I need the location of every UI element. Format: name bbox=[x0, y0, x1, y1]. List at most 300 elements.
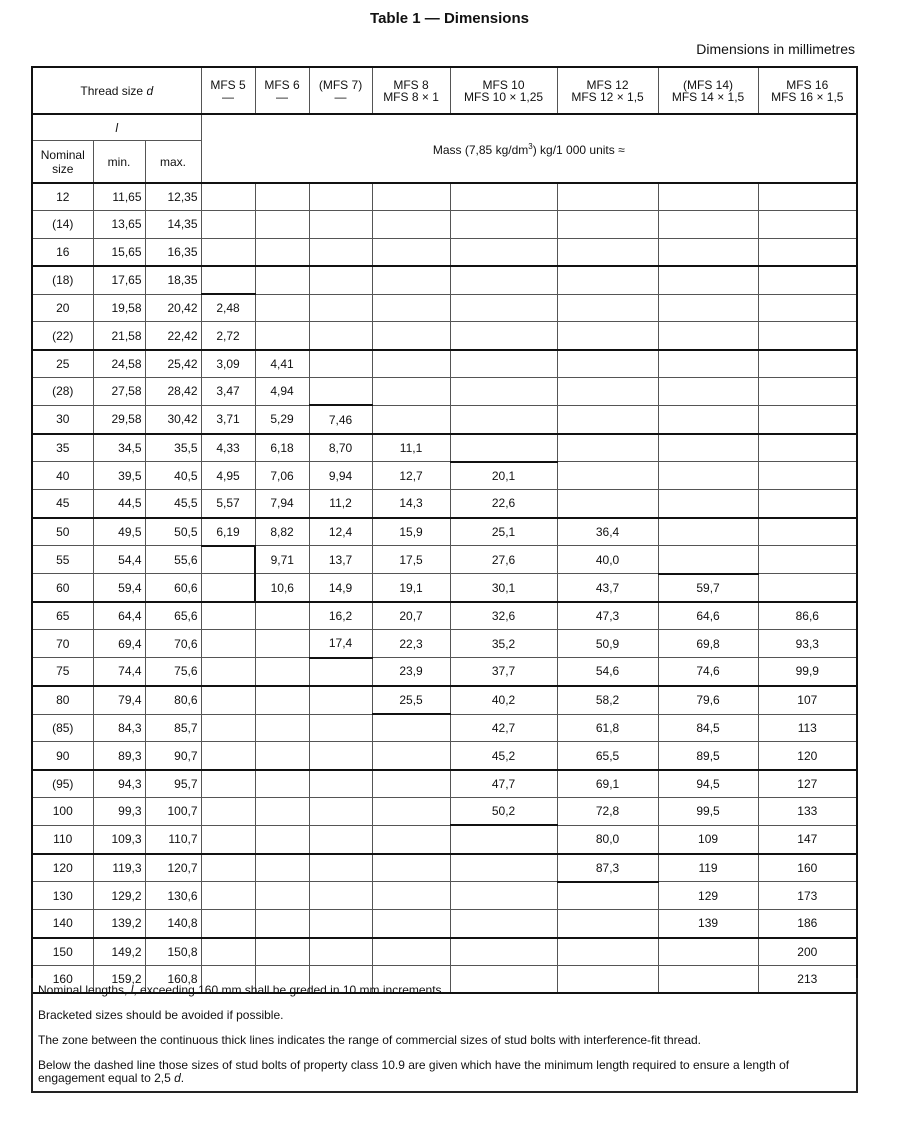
mass-cell bbox=[201, 742, 255, 770]
min-length-cell: 24,58 bbox=[93, 350, 145, 378]
column-header-mfs10: MFS 10 MFS 10 × 1,25 bbox=[450, 67, 557, 114]
table-row bbox=[32, 882, 857, 910]
mass-cell bbox=[309, 211, 372, 238]
nominal-size-cell: 20 bbox=[32, 294, 93, 322]
mass-cell: 74,6 bbox=[658, 658, 758, 686]
table-row bbox=[32, 322, 857, 350]
mass-cell bbox=[758, 294, 857, 322]
mass-cell bbox=[255, 854, 309, 882]
mass-cell: 30,1 bbox=[450, 574, 557, 602]
nominal-size-cell: 100 bbox=[32, 798, 93, 826]
mass-cell bbox=[309, 322, 372, 350]
mass-cell: 25,1 bbox=[450, 518, 557, 546]
mass-cell bbox=[201, 825, 255, 853]
column-header-mfs6: MFS 6 — bbox=[255, 67, 309, 114]
nominal-size-cell: 120 bbox=[32, 854, 93, 882]
table-row bbox=[32, 742, 857, 770]
min-length-cell: 59,4 bbox=[93, 574, 145, 602]
mass-cell: 58,2 bbox=[557, 686, 658, 714]
min-length-cell: 21,58 bbox=[93, 322, 145, 350]
mass-cell: 99,5 bbox=[658, 798, 758, 826]
nominal-size-cell: 90 bbox=[32, 742, 93, 770]
mass-cell: 84,5 bbox=[658, 714, 758, 742]
max-length-cell: 22,42 bbox=[145, 322, 201, 350]
max-length-cell: 20,42 bbox=[145, 294, 201, 322]
table-row bbox=[32, 686, 857, 714]
mass-cell bbox=[450, 938, 557, 966]
mass-cell bbox=[658, 211, 758, 238]
min-length-cell: 64,4 bbox=[93, 602, 145, 630]
min-length-cell: 27,58 bbox=[93, 378, 145, 406]
mass-cell bbox=[309, 938, 372, 966]
mass-cell: 93,3 bbox=[758, 630, 857, 658]
mass-cell bbox=[255, 742, 309, 770]
nominal-size-cell: 160 bbox=[32, 965, 93, 993]
mass-cell bbox=[372, 882, 450, 910]
min-length-cell: 149,2 bbox=[93, 938, 145, 966]
mass-cell bbox=[372, 714, 450, 742]
mass-cell: 11,2 bbox=[309, 490, 372, 518]
nominal-size-header: Nominal size bbox=[32, 141, 93, 184]
nominal-size-cell: 16 bbox=[32, 238, 93, 266]
mass-cell bbox=[557, 211, 658, 238]
mass-cell bbox=[255, 798, 309, 826]
mass-cell bbox=[658, 490, 758, 518]
mass-cell bbox=[372, 910, 450, 938]
mass-cell bbox=[255, 238, 309, 266]
nominal-size-cell: (95) bbox=[32, 770, 93, 798]
column-header-mfs12: MFS 12 MFS 12 × 1,5 bbox=[557, 67, 658, 114]
mass-header bbox=[201, 114, 857, 183]
mass-cell bbox=[450, 211, 557, 238]
mass-cell: 12,7 bbox=[372, 462, 450, 490]
mass-cell: 50,9 bbox=[557, 630, 658, 658]
table-row bbox=[32, 798, 857, 826]
mass-cell bbox=[255, 882, 309, 910]
table-row bbox=[32, 294, 857, 322]
min-length-cell: 129,2 bbox=[93, 882, 145, 910]
mass-cell: 32,6 bbox=[450, 602, 557, 630]
mass-cell: 25,5 bbox=[372, 686, 450, 714]
max-length-cell: 90,7 bbox=[145, 742, 201, 770]
mass-cell bbox=[450, 434, 557, 462]
mass-cell: 3,71 bbox=[201, 405, 255, 433]
mass-cell bbox=[450, 294, 557, 322]
min-length-cell: 99,3 bbox=[93, 798, 145, 826]
mass-cell bbox=[758, 350, 857, 378]
mass-cell bbox=[658, 238, 758, 266]
max-length-cell: 25,42 bbox=[145, 350, 201, 378]
mass-cell: 16,2 bbox=[309, 602, 372, 630]
footnote-dashed-line: Below the dashed line those sizes of stud bolts of property class 10.9 are given which have the minimum length required to ensure a length of engagement equal to 2,5 d. bbox=[38, 1058, 790, 1085]
thread-size-symbol: d bbox=[146, 83, 154, 98]
mass-cell bbox=[255, 266, 309, 294]
header-row bbox=[32, 67, 857, 114]
min-length-cell: 15,65 bbox=[93, 238, 145, 266]
max-length-cell: 110,7 bbox=[145, 825, 201, 853]
mass-cell bbox=[372, 350, 450, 378]
table-row bbox=[32, 183, 857, 211]
mass-cell: 80,0 bbox=[557, 825, 658, 853]
mass-cell: 17,5 bbox=[372, 546, 450, 574]
min-length-cell: 69,4 bbox=[93, 630, 145, 658]
table-row bbox=[32, 462, 857, 490]
max-length-cell: 85,7 bbox=[145, 714, 201, 742]
mass-cell bbox=[309, 714, 372, 742]
nominal-size-cell: 30 bbox=[32, 405, 93, 433]
max-length-cell: 65,6 bbox=[145, 602, 201, 630]
mass-cell: 8,70 bbox=[309, 434, 372, 462]
nominal-size-cell: 35 bbox=[32, 434, 93, 462]
min-length-cell: 44,5 bbox=[93, 490, 145, 518]
mass-cell: 109 bbox=[658, 825, 758, 853]
mass-cell: 99,9 bbox=[758, 658, 857, 686]
mass-cell: 11,1 bbox=[372, 434, 450, 462]
mass-cell: 47,3 bbox=[557, 602, 658, 630]
min-length-cell: 94,3 bbox=[93, 770, 145, 798]
nominal-size-cell: 40 bbox=[32, 462, 93, 490]
mass-cell: 3,47 bbox=[201, 378, 255, 406]
mass-cell bbox=[309, 294, 372, 322]
mass-cell bbox=[758, 574, 857, 602]
mass-cell bbox=[758, 490, 857, 518]
mass-cell: 45,2 bbox=[450, 742, 557, 770]
table-row bbox=[32, 405, 857, 433]
mass-cell bbox=[450, 266, 557, 294]
mass-cell bbox=[557, 183, 658, 211]
mass-cell bbox=[372, 238, 450, 266]
column-header-mfs14: (MFS 14) MFS 14 × 1,5 bbox=[658, 67, 758, 114]
mass-cell bbox=[450, 854, 557, 882]
mass-cell: 5,57 bbox=[201, 490, 255, 518]
nominal-size-cell: 150 bbox=[32, 938, 93, 966]
max-length-cell: 50,5 bbox=[145, 518, 201, 546]
mass-cell bbox=[201, 938, 255, 966]
mass-cell bbox=[557, 294, 658, 322]
nominal-size-cell: (14) bbox=[32, 211, 93, 238]
mass-cell bbox=[557, 938, 658, 966]
mass-cell bbox=[255, 630, 309, 658]
thread-size-label: Thread size bbox=[80, 83, 144, 98]
table-row bbox=[32, 770, 857, 798]
table-row bbox=[32, 602, 857, 630]
mass-cell: 94,5 bbox=[658, 770, 758, 798]
max-length-cell: 12,35 bbox=[145, 183, 201, 211]
mass-cell bbox=[450, 910, 557, 938]
mass-cell bbox=[201, 574, 255, 602]
mass-cell: 173 bbox=[758, 882, 857, 910]
min-length-cell: 13,65 bbox=[93, 211, 145, 238]
nominal-size-cell: 80 bbox=[32, 686, 93, 714]
mass-cell: 107 bbox=[758, 686, 857, 714]
mass-cell: 19,1 bbox=[372, 574, 450, 602]
mass-cell: 37,7 bbox=[450, 658, 557, 686]
table-row bbox=[32, 434, 857, 462]
table-footnotes bbox=[31, 978, 858, 1093]
max-length-cell: 16,35 bbox=[145, 238, 201, 266]
nominal-size-cell: 60 bbox=[32, 574, 93, 602]
min-length-cell: 79,4 bbox=[93, 686, 145, 714]
min-length-cell: 11,65 bbox=[93, 183, 145, 211]
mass-cell bbox=[255, 183, 309, 211]
mass-cell bbox=[255, 938, 309, 966]
mass-cell: 43,7 bbox=[557, 574, 658, 602]
mass-cell bbox=[372, 825, 450, 853]
dimensions-table bbox=[31, 66, 858, 994]
min-length-cell: 49,5 bbox=[93, 518, 145, 546]
max-length-cell: 100,7 bbox=[145, 798, 201, 826]
mass-cell bbox=[372, 798, 450, 826]
mass-cell: 4,95 bbox=[201, 462, 255, 490]
mass-cell: 10,6 bbox=[255, 574, 309, 602]
mass-cell bbox=[255, 658, 309, 686]
mass-cell bbox=[658, 294, 758, 322]
mass-cell: 186 bbox=[758, 910, 857, 938]
mass-cell: 2,48 bbox=[201, 294, 255, 322]
min-length-cell: 34,5 bbox=[93, 434, 145, 462]
mass-cell bbox=[255, 322, 309, 350]
mass-cell: 5,29 bbox=[255, 405, 309, 433]
max-length-cell: 70,6 bbox=[145, 630, 201, 658]
max-length-cell: 30,42 bbox=[145, 405, 201, 433]
mass-cell bbox=[201, 546, 255, 574]
mass-cell: 14,3 bbox=[372, 490, 450, 518]
mass-cell bbox=[758, 183, 857, 211]
mass-cell bbox=[201, 714, 255, 742]
table-row bbox=[32, 490, 857, 518]
mass-cell bbox=[658, 546, 758, 574]
mass-cell bbox=[758, 518, 857, 546]
mass-cell: 133 bbox=[758, 798, 857, 826]
mass-cell: 4,94 bbox=[255, 378, 309, 406]
mass-cell: 61,8 bbox=[557, 714, 658, 742]
mass-cell bbox=[450, 238, 557, 266]
footnote-bracketed-sizes: Bracketed sizes should be avoided if possible. bbox=[38, 1008, 284, 1022]
mass-cell bbox=[658, 938, 758, 966]
thread-size-header bbox=[32, 67, 201, 114]
mass-cell bbox=[201, 686, 255, 714]
mass-cell bbox=[309, 798, 372, 826]
mass-cell: 54,6 bbox=[557, 658, 658, 686]
mass-cell: 59,7 bbox=[658, 574, 758, 602]
nominal-size-cell: (28) bbox=[32, 378, 93, 406]
mass-cell: 50,2 bbox=[450, 798, 557, 826]
mass-cell: 8,82 bbox=[255, 518, 309, 546]
mass-cell: 213 bbox=[758, 965, 857, 993]
mass-cell: 12,4 bbox=[309, 518, 372, 546]
mass-cell bbox=[255, 825, 309, 853]
min-length-cell: 119,3 bbox=[93, 854, 145, 882]
length-header-row bbox=[32, 114, 857, 141]
min-length-cell: 54,4 bbox=[93, 546, 145, 574]
mass-cell bbox=[255, 602, 309, 630]
mass-cell: 13,7 bbox=[309, 546, 372, 574]
table-row bbox=[32, 574, 857, 602]
nominal-size-cell: 65 bbox=[32, 602, 93, 630]
min-length-cell: 109,3 bbox=[93, 825, 145, 853]
table-row bbox=[32, 714, 857, 742]
mass-cell bbox=[658, 405, 758, 433]
mass-cell bbox=[658, 266, 758, 294]
mass-cell bbox=[372, 294, 450, 322]
max-length-cell: 120,7 bbox=[145, 854, 201, 882]
mass-cell: 27,6 bbox=[450, 546, 557, 574]
mass-cell: 139 bbox=[658, 910, 758, 938]
mass-cell bbox=[309, 742, 372, 770]
mass-cell: 15,9 bbox=[372, 518, 450, 546]
mass-cell: 160 bbox=[758, 854, 857, 882]
mass-cell: 4,33 bbox=[201, 434, 255, 462]
nominal-size-cell: 55 bbox=[32, 546, 93, 574]
max-header: max. bbox=[145, 141, 201, 184]
nominal-size-cell: 70 bbox=[32, 630, 93, 658]
table-row bbox=[32, 546, 857, 574]
mass-cell bbox=[450, 322, 557, 350]
mass-cell bbox=[758, 546, 857, 574]
table-row bbox=[32, 910, 857, 938]
table-row bbox=[32, 266, 857, 294]
nominal-size-cell: (85) bbox=[32, 714, 93, 742]
mass-cell bbox=[309, 183, 372, 211]
nominal-size-cell: 50 bbox=[32, 518, 93, 546]
mass-cell bbox=[557, 434, 658, 462]
mass-cell: 87,3 bbox=[557, 854, 658, 882]
mass-cell bbox=[309, 854, 372, 882]
mass-cell bbox=[372, 742, 450, 770]
mass-cell: 7,06 bbox=[255, 462, 309, 490]
mass-cell: 147 bbox=[758, 825, 857, 853]
table-title: Table 1 — Dimensions bbox=[370, 10, 529, 27]
mass-cell bbox=[557, 462, 658, 490]
mass-cell bbox=[309, 658, 372, 686]
max-length-cell: 14,35 bbox=[145, 211, 201, 238]
mass-cell bbox=[758, 211, 857, 238]
mass-cell: 9,94 bbox=[309, 462, 372, 490]
mass-cell: 42,7 bbox=[450, 714, 557, 742]
mass-cell bbox=[372, 378, 450, 406]
mass-cell bbox=[758, 434, 857, 462]
mass-cell: 69,1 bbox=[557, 770, 658, 798]
min-length-cell: 39,5 bbox=[93, 462, 145, 490]
mass-cell: 4,41 bbox=[255, 350, 309, 378]
mass-cell bbox=[255, 770, 309, 798]
mass-cell bbox=[450, 825, 557, 853]
max-length-cell: 35,5 bbox=[145, 434, 201, 462]
mass-cell bbox=[372, 405, 450, 433]
mass-cell: 119 bbox=[658, 854, 758, 882]
min-length-cell: 89,3 bbox=[93, 742, 145, 770]
mass-cell bbox=[201, 238, 255, 266]
mass-cell: 17,4 bbox=[309, 630, 372, 658]
mass-cell: 65,5 bbox=[557, 742, 658, 770]
max-length-cell: 28,42 bbox=[145, 378, 201, 406]
mass-cell bbox=[201, 882, 255, 910]
mass-cell bbox=[758, 238, 857, 266]
mass-cell: 22,6 bbox=[450, 490, 557, 518]
max-length-cell: 75,6 bbox=[145, 658, 201, 686]
mass-cell bbox=[450, 183, 557, 211]
mass-cell: 3,09 bbox=[201, 350, 255, 378]
mass-cell bbox=[758, 322, 857, 350]
min-length-cell: 84,3 bbox=[93, 714, 145, 742]
min-length-cell: 29,58 bbox=[93, 405, 145, 433]
mass-cell bbox=[201, 266, 255, 294]
mass-cell bbox=[372, 183, 450, 211]
mass-cell bbox=[450, 350, 557, 378]
mass-cell: 47,7 bbox=[450, 770, 557, 798]
mass-cell: 20,7 bbox=[372, 602, 450, 630]
max-length-cell: 40,5 bbox=[145, 462, 201, 490]
table-row bbox=[32, 518, 857, 546]
mass-cell: 120 bbox=[758, 742, 857, 770]
max-length-cell: 140,8 bbox=[145, 910, 201, 938]
mass-cell: 7,94 bbox=[255, 490, 309, 518]
min-length-cell: 17,65 bbox=[93, 266, 145, 294]
mass-cell bbox=[201, 854, 255, 882]
min-length-cell: 19,58 bbox=[93, 294, 145, 322]
mass-cell bbox=[372, 854, 450, 882]
mass-cell bbox=[255, 211, 309, 238]
mass-cell: 113 bbox=[758, 714, 857, 742]
mass-cell: 40,2 bbox=[450, 686, 557, 714]
mass-cell bbox=[201, 910, 255, 938]
mass-cell bbox=[372, 938, 450, 966]
mass-cell: 36,4 bbox=[557, 518, 658, 546]
mass-cell: 14,9 bbox=[309, 574, 372, 602]
mass-cell bbox=[658, 434, 758, 462]
mass-cell bbox=[557, 266, 658, 294]
mass-cell bbox=[201, 798, 255, 826]
footnote-nominal-lengths: Nominal lengths, l, exceeding 160 mm shall be greded in 10 mm increments. bbox=[38, 983, 445, 997]
mass-cell: 127 bbox=[758, 770, 857, 798]
column-header-mfs5: MFS 5 — bbox=[201, 67, 255, 114]
mass-cell bbox=[309, 238, 372, 266]
max-length-cell: 45,5 bbox=[145, 490, 201, 518]
mass-cell: 64,6 bbox=[658, 602, 758, 630]
column-header-mfs16: MFS 16 MFS 16 × 1,5 bbox=[758, 67, 857, 114]
nominal-size-cell: 110 bbox=[32, 825, 93, 853]
max-length-cell: 18,35 bbox=[145, 266, 201, 294]
mass-cell bbox=[201, 602, 255, 630]
max-length-cell: 60,6 bbox=[145, 574, 201, 602]
mass-cell: 20,1 bbox=[450, 462, 557, 490]
mass-cell bbox=[557, 910, 658, 938]
nominal-size-cell: 130 bbox=[32, 882, 93, 910]
column-header-mfs8: MFS 8 MFS 8 × 1 bbox=[372, 67, 450, 114]
mass-cell bbox=[658, 518, 758, 546]
mass-cell: 22,3 bbox=[372, 630, 450, 658]
table-row bbox=[32, 938, 857, 966]
mass-cell bbox=[658, 350, 758, 378]
mass-cell: 79,6 bbox=[658, 686, 758, 714]
table-row bbox=[32, 378, 857, 406]
max-length-cell: 150,8 bbox=[145, 938, 201, 966]
mass-cell: 69,8 bbox=[658, 630, 758, 658]
mass-cell bbox=[255, 686, 309, 714]
mass-cell bbox=[372, 770, 450, 798]
mass-cell: 23,9 bbox=[372, 658, 450, 686]
mass-cell: 86,6 bbox=[758, 602, 857, 630]
mass-label-post: ) kg/1 000 units ≈ bbox=[532, 143, 625, 157]
nominal-size-cell: (22) bbox=[32, 322, 93, 350]
mass-cell bbox=[309, 350, 372, 378]
nominal-size-cell: 25 bbox=[32, 350, 93, 378]
min-length-cell: 74,4 bbox=[93, 658, 145, 686]
mass-cell bbox=[255, 910, 309, 938]
mass-cell bbox=[372, 211, 450, 238]
mass-cell bbox=[658, 322, 758, 350]
mass-label-sup: 3 bbox=[528, 142, 533, 151]
